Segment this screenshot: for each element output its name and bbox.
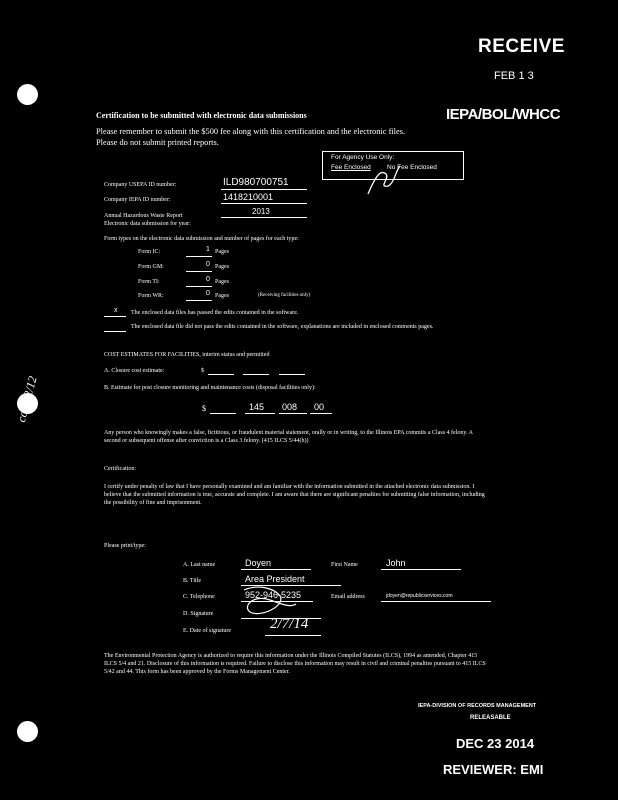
certification-text: I certify under penalty of law that I have personally examined and am familiar with the information submitted in the attached electronic data submission. I believe that the submitted information is true, accurate and complete. I am aware that there are significant penalties for submitting false information, including the possibility of fine and imprisonment. <box>104 484 485 506</box>
division-stamp: IEPA/BOL/WHCC <box>446 106 561 123</box>
title-value: Area President <box>245 574 305 584</box>
authority-footer: The Environmental Protection Agency is authorized to require this information under the Illinois Compiled Statutes (ILCS), 1994 as amended, Chapter 415 ILCS 5/4 and 21. Disclosure of this information is required. Failure to disclose this information may result in civil and criminal penalties pursuant to 415 ILCS 5/42 and 44. This form has been approved by the Forms Management Center. <box>104 653 486 675</box>
last-name-value: Doyen <box>245 558 272 568</box>
reviewer-stamp: REVIEWER: EMI <box>443 762 544 777</box>
signature-date-line <box>265 635 321 636</box>
form-wr-unit: Pages <box>215 293 229 299</box>
form-ic-unit: Pages <box>215 249 229 255</box>
punch-hole-bottom <box>17 721 38 742</box>
form-gm-count: 0 <box>206 261 210 268</box>
form-wr-count: 0 <box>206 290 210 297</box>
title-label: B. Title <box>183 578 202 584</box>
closure-cost-line-1 <box>208 374 234 375</box>
received-stamp: RECEIVE <box>478 36 565 57</box>
post-closure-line-3 <box>279 413 307 414</box>
last-name-line <box>241 569 311 570</box>
post-closure-line-2 <box>245 413 275 414</box>
form-ic-count: 1 <box>206 246 210 253</box>
post-closure-value-2: 008 <box>282 402 298 412</box>
first-name-line <box>381 569 461 570</box>
form-title: Certification to be submitted with electronic data submissions <box>96 111 307 120</box>
edits-failed-text: The enclosed data file did not pass the edits contained in the software, explanations are included in enclosed comments pages. <box>131 324 434 330</box>
form-gm-line <box>186 271 212 272</box>
telephone-value: 952-946-5235 <box>245 590 302 600</box>
signature-label: D. Signature <box>183 611 214 617</box>
first-name-value: John <box>386 558 406 568</box>
form-wr-label: Form WR: <box>138 293 164 299</box>
form-ic-label: Form IC: <box>138 249 161 255</box>
email-value: jdoyen@republicservices.com <box>386 593 453 599</box>
form-ti-unit: Pages <box>215 279 229 285</box>
email-label: Email address <box>331 594 365 600</box>
email-line <box>381 601 491 602</box>
form-wr-line <box>186 300 212 301</box>
iepa-id-value: 1418210001 <box>223 192 274 202</box>
report-year-label: Annual Hazardous Waste Report <box>104 213 183 219</box>
iepa-id-line <box>221 203 307 204</box>
last-name-label: A. Last name <box>183 562 216 568</box>
form-ti-label: Form TI: <box>138 279 160 285</box>
post-closure-line-4 <box>310 413 332 414</box>
form-reminder: Please remember to submit the $500 fee along with this certification and the electronic files. Please do not submit printed reports. <box>96 127 406 147</box>
edits-passed-checkbox[interactable]: x <box>114 307 118 314</box>
post-closure-dollar: $ <box>202 404 206 413</box>
post-closure-value-3: 00 <box>314 402 325 412</box>
usepa-id-value: ILD980700751 <box>223 177 289 188</box>
form-gm-label: Form GM: <box>138 264 164 270</box>
initials-scribble <box>364 160 404 200</box>
felony-warning: Any person who knowingly makes a false, fictitious, or fraudulent material statement, orally or in writing, to the Illinois EPA commits a Class 4 felony. A second or subsequent offense after conviction is a Class 3 felony. (415 ILCS 5/44(h)) <box>104 430 473 444</box>
edits-passed-text: The enclosed data files has passed the edits contained in the software. <box>131 310 299 316</box>
closure-cost-line-3 <box>279 374 305 375</box>
forms-intro: Form types on the electronic data submission and number of pages for each type: <box>104 236 299 242</box>
report-year-value: 2013 <box>252 207 270 216</box>
release-status: RELEASABLE <box>470 715 511 721</box>
iepa-id-label: Company IEPA ID number: <box>104 197 171 203</box>
form-ti-count: 0 <box>206 276 210 283</box>
cost-estimates-title: COST ESTIMATES FOR FACILITIES, interim status and permitted <box>104 352 270 358</box>
first-name-label: First Name <box>331 562 358 568</box>
post-closure-value-1: 145 <box>249 402 265 412</box>
telephone-label: C. Telephone <box>183 594 215 600</box>
form-ic-line <box>186 256 212 257</box>
closure-cost-line-2 <box>243 374 269 375</box>
certification-heading: Certification: <box>104 466 136 472</box>
report-year-label-2: Electronic data submission for year: <box>104 221 191 227</box>
edits-failed-checkbox[interactable] <box>104 331 126 332</box>
release-division: IEPA-DIVISION OF RECORDS MANAGEMENT <box>418 703 537 709</box>
post-closure-label: B. Estimate for post closure monitoring and maintenance costs (disposal facilities only): <box>104 385 316 391</box>
agency-no-fee: No Fee Enclosed <box>387 164 437 171</box>
agency-box-title: For Agency Use Only: <box>331 154 395 161</box>
usepa-id-label: Company USEPA ID number: <box>104 182 177 188</box>
form-wr-note: (Receiving facilities only) <box>258 293 311 298</box>
punch-hole-top <box>17 84 38 105</box>
post-closure-line-1 <box>210 413 236 414</box>
signature-date-label: E. Date of signature <box>183 628 231 634</box>
usepa-id-line <box>221 189 307 190</box>
received-date: FEB 1 3 <box>494 70 534 82</box>
closure-cost-label: A. Closure cost estimate: <box>104 368 165 374</box>
print-type-prompt: Please print/type: <box>104 543 146 549</box>
margin-note: copy 2/12 <box>14 374 40 424</box>
signature-date-value: 2/7/14 <box>270 616 309 632</box>
release-date: DEC 23 2014 <box>456 736 535 751</box>
agency-fee-enclosed: Fee Enclosed <box>331 164 371 171</box>
edits-passed-line <box>104 316 126 317</box>
closure-cost-dollar: $ <box>201 368 204 374</box>
report-year-line <box>221 217 307 218</box>
form-ti-line <box>186 286 212 287</box>
form-gm-unit: Pages <box>215 264 229 270</box>
